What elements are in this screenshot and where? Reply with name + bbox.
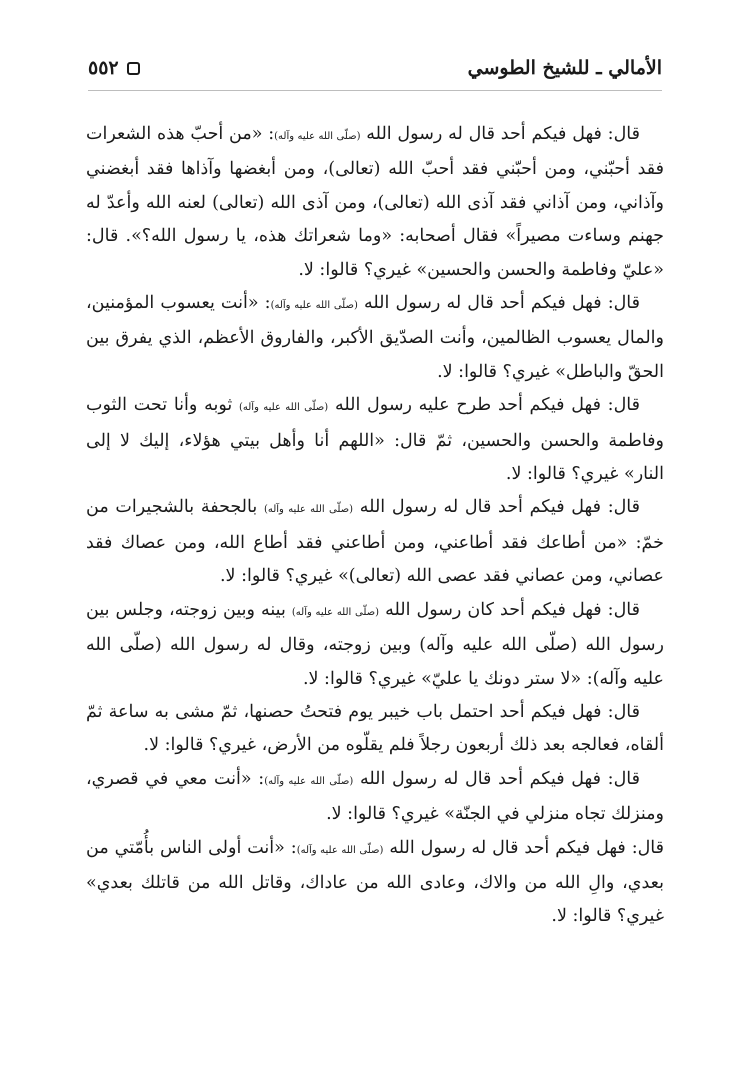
paragraph [86,594,664,696]
paragraph [86,832,664,934]
page-number [88,57,140,79]
paragraph [86,118,664,287]
book-title: الأمالي ـ للشيخ الطوسي [467,57,662,79]
running-header [88,52,662,84]
honorific: (صلّى الله عليه وآله) [274,131,361,142]
paragraph-text: : «أنت يعسوب المؤمنين، والمال يعسوب الظالمين، وأنت الصدّيق الأكبر، والفاروق الأعظم، الذي يفرق بين الحقّ والباطل» غيري؟ قالوا: لا. [86,293,664,382]
paragraph-text: : «أنت معي في قصري، ومنزلك تجاه منزلي في الجنّة» غيري؟ قالوا: لا. [86,768,664,825]
paragraph [86,763,664,832]
paragraph [86,696,664,763]
paragraph-text: قال: فهل فيكم أحد احتمل باب خيبر يوم فتحتُ حصنها، ثمّ مشى به ساعة ثمّ ألقاه، فعالجه بعد ذلك أربعون رجلاً فلم يقلّوه من الأرض، غيري؟ قالوا: لا. [86,701,664,756]
paragraph-text: قال: فهل فيكم أحد طرح عليه رسول الله [328,395,640,416]
honorific: (صلّى الله عليه وآله) [263,504,354,516]
honorific: (صلّى الله عليه وآله) [239,402,329,414]
paragraph-text: : «من أحبّ هذه الشعرات فقد أحبّني، ومن أحبّني فقد أحبّ الله (تعالى)، ومن أبغضها وآذاها فقد أبغضني وآذاني، ومن آذاني فقد آذى الله (تعالى)، ومن آذى الله (تعالى) لعنه الله وأعدّ له جهنم وساءت مصيراً» فقال أصحابه: «وما شعراتك هذه، يا رسول الله؟». قال: «عليّ وفاطمة والحسن والحسين» غيري؟ قالوا: لا. [86,124,664,280]
honorific: (صلّى الله عليه وآله) [296,844,384,856]
header-divider [88,90,662,91]
paragraph-text: : «أنت أولى الناس بأُمّتي من بعدي، والِ الله من والاك، وعادى الله من عاداك، وقاتل الله من قاتلك بعدي» غيري؟ قالوا: لا. [86,837,664,927]
document-body [86,118,664,934]
paragraph-text: قال: فهل فيكم أحد قال له رسول الله [383,837,664,858]
paragraph-text: قال: فهل فيكم أحد قال له رسول الله [353,497,640,518]
paragraph [86,389,664,491]
paragraph-text: قال: فهل فيكم أحد قال له رسول الله [353,768,640,789]
honorific: (صلّى الله عليه وآله) [264,775,354,787]
paragraph-text: ثوبه وأنا تحت الثوب وفاطمة والحسن والحسين، ثمّ قال: «اللهم أنا وأهل بيتي هؤلاء، إليك لا إلى النار» غيري؟ قالوا: لا. [86,395,664,485]
paragraph [86,491,664,593]
honorific: (صلّى الله عليه وآله) [270,300,358,312]
paragraph-text: بالجحفة بالشجيرات من خمّ: «من أطاعك فقد أطاعني، ومن أطاعني فقد أطاع الله، ومن عصاك فقد عصاني، ومن عصاني فقد عصى الله (تعالى)» غيري؟ قالوا: لا. [86,497,664,587]
paragraph-text: قال: فهل فيكم أحد قال له رسول الله [357,293,641,314]
paragraph-text: قال: فهل فيكم أحد كان رسول الله [379,599,640,620]
paragraph [86,287,664,389]
honorific: (صلّى الله عليه وآله) [291,606,380,618]
page-number-text: ٥٥٢ [88,57,119,79]
square-icon [127,62,140,75]
paragraph-text: قال: فهل فيكم أحد قال له رسول الله [360,124,640,144]
paragraph-text: بينه وبين زوجته، وجلس بين رسول الله (صلّى الله عليه وآله) وبين زوجته، وقال له رسول الله (صلّى الله عليه وآله): «لا ستر دونك يا عليّ» غيري؟ قالوا: لا. [86,599,664,689]
